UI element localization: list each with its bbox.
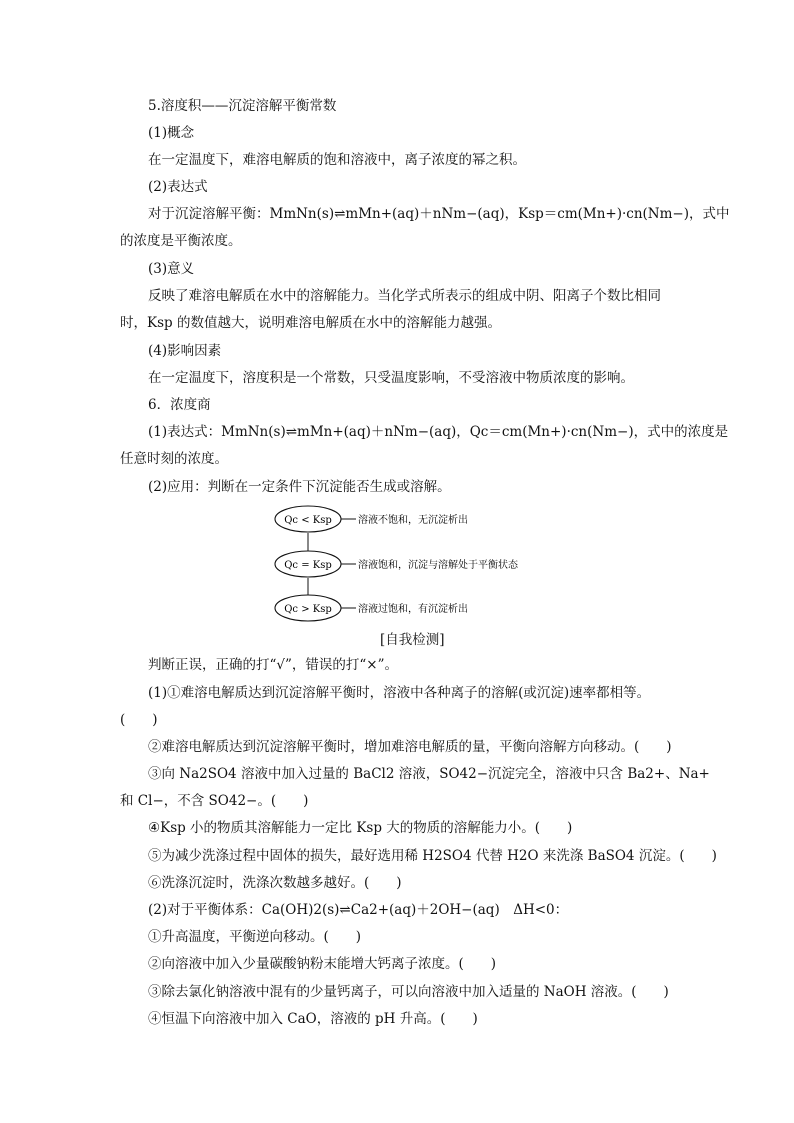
question-line: ①升高温度，平衡逆向移动。( ): [148, 929, 362, 945]
section-6-heading: 6．浓度商: [148, 397, 211, 413]
question-line: ②难溶电解质达到沉淀溶解平衡时，增加难溶电解质的量，平衡向溶解方向移动。( ): [148, 739, 672, 755]
self-check-title: [自我检测]: [380, 632, 445, 648]
node-label: Qc > Ksp: [284, 604, 332, 615]
subheading-expression: (2)表达式: [148, 179, 208, 195]
subheading-meaning: (3)意义: [148, 261, 195, 277]
question-line: ③除去氯化钠溶液中混有的少量钙离子，可以向溶液中加入适量的 NaOH 溶液。( ): [148, 984, 669, 1000]
concentration-quotient-diagram: [270, 503, 570, 623]
diagram-node-lt: [275, 506, 468, 532]
question-line: (2)对于平衡体系：Ca(OH)2(s)⇌Ca2+(aq)＋2OH−(aq) ΔH<0：: [148, 902, 569, 918]
node-label: Qc = Ksp: [284, 560, 332, 571]
question-line: (1)①难溶电解质达到沉淀溶解平衡时，溶液中各种离子的溶解(或沉淀)速率都相等。: [148, 685, 651, 701]
section-5-heading: 5.溶度积——沉淀溶解平衡常数: [148, 98, 337, 114]
paragraph-line: 在一定温度下，溶度积是一个常数，只受温度影响，不受溶液中物质浓度的影响。: [148, 370, 634, 386]
node-label: Qc < Ksp: [284, 515, 332, 526]
question-line: ④Ksp 小的物质其溶解能力一定比 Ksp 大的物质的溶解能力小。( ): [148, 820, 573, 836]
self-check-instruction: 判断正误，正确的打“√”，错误的打“×”。: [148, 657, 399, 673]
paragraph-line: (1)表达式：MmNn(s)⇌mMn+(aq)＋nNm−(aq)，Qc＝cm(Mn+)·cn(Nm−)，式中的浓度是: [148, 424, 729, 440]
paragraph-line: 时，Ksp 的数值越大，说明难溶电解质在水中的溶解能力越强。: [120, 315, 501, 331]
node-description: 溶液不饱和，无沉淀析出: [358, 515, 468, 526]
node-description: 溶液饱和，沉淀与溶解处于平衡状态: [358, 560, 518, 571]
answer-bracket: ( ): [120, 712, 158, 728]
paragraph-line: 任意时刻的浓度。: [120, 451, 228, 467]
subheading-concept: (1)概念: [148, 125, 195, 141]
subheading-factors: (4)影响因素: [148, 343, 222, 359]
question-line: ③向 Na2SO4 溶液中加入过量的 BaCl2 溶液，SO42−沉淀完全，溶液中只含 Ba2+、Na+: [148, 766, 710, 782]
paragraph-line: (2)应用：判断在一定条件下沉淀能否生成或溶解。: [148, 479, 451, 495]
paragraph-line: 对于沉淀溶解平衡：MmNn(s)⇌mMn+(aq)＋nNm−(aq)，Ksp＝cm(Mn+)·cn(Nm−)，式中: [148, 206, 730, 222]
question-line: ⑤为减少洗涤过程中固体的损失，最好选用稀 H2SO4 代替 H2O 来洗涤 BaSO4 沉淀。( ): [148, 848, 717, 864]
question-line: ⑥洗涤沉淀时，洗涤次数越多越好。( ): [148, 875, 402, 891]
diagram-node-eq: [275, 551, 519, 577]
question-line: ④恒温下向溶液中加入 CaO，溶液的 pH 升高。( ): [148, 1011, 478, 1027]
question-line: 和 Cl−，不含 SO42−。( ): [120, 793, 309, 809]
node-description: 溶液过饱和，有沉淀析出: [358, 604, 468, 615]
paragraph-line: 反映了难溶电解质在水中的溶解能力。当化学式所表示的组成中阴、阳离子个数比相同: [148, 288, 661, 304]
diagram-node-gt: [275, 595, 468, 621]
paragraph-line: 在一定温度下，难溶电解质的饱和溶液中，离子浓度的幂之积。: [148, 152, 526, 168]
question-line: ②向溶液中加入少量碳酸钠粉末能增大钙离子浓度。( ): [148, 956, 497, 972]
paragraph-line: 的浓度是平衡浓度。: [120, 233, 242, 249]
